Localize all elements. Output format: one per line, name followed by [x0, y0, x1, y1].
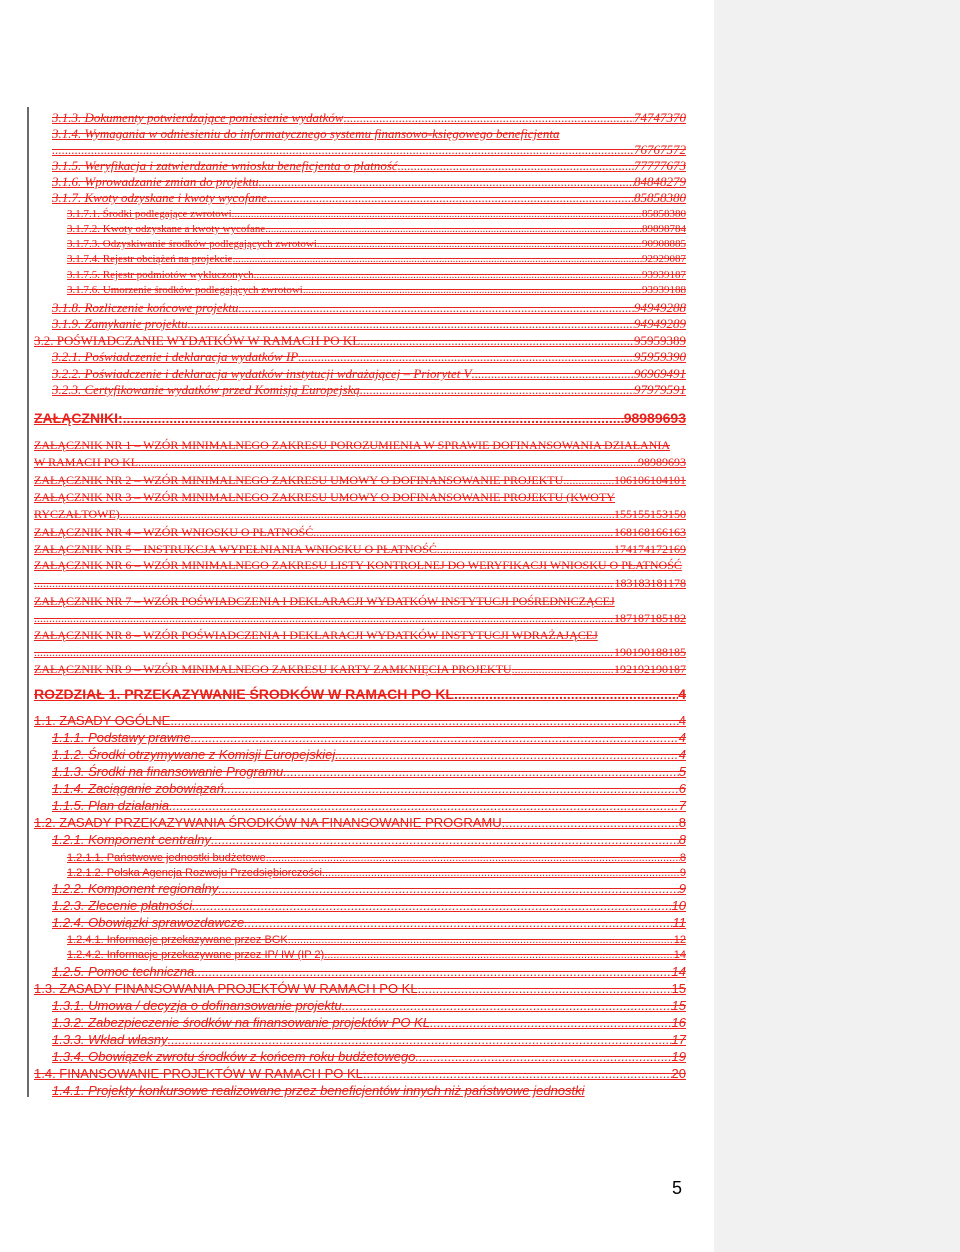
toc-entry[interactable] — [52, 1032, 686, 1048]
toc-entry-title: 3.2. POŚWIADCZANIE WYDATKÓW W RAMACH PO KL — [34, 333, 361, 348]
toc-entry[interactable] — [52, 764, 686, 780]
toc-entry[interactable] — [34, 815, 686, 831]
toc-entry[interactable] — [67, 948, 686, 962]
toc-entry[interactable] — [67, 252, 686, 266]
toc-dot-leader — [211, 832, 679, 848]
toc-entry[interactable] — [52, 142, 686, 158]
toc-entry-title: 3.2.3. Certyfikowanie wydatków przed Komisją Europejską — [52, 382, 360, 397]
toc-entry-page: 12 — [673, 934, 686, 946]
toc-entry-title: 3.1.5. Weryfikacja i zatwierdzanie wniosku beneficjenta o płatność — [52, 158, 398, 173]
toc-entry-page: 190190188185 — [614, 645, 686, 659]
toc-entry-title-line: ZAŁĄCZNIK NR 1 – WZÓR MINIMALNEGO ZAKRESU POROZUMIENIA W SPRAWIE DOFINANSOWANIA DZIAŁANIA — [34, 438, 671, 452]
toc-entry-page: 4 — [678, 686, 686, 702]
toc-entry[interactable] — [52, 881, 686, 897]
toc-dot-leader — [298, 349, 634, 365]
toc-entry-title-line: ZAŁĄCZNIK NR 7 – WZÓR POŚWIADCZENIA I DEKLARACJI WYDATKÓW INSTYTUCJI POŚREDNICZĄCEJ — [34, 594, 615, 608]
toc-entry-title-line: 3.1.4. Wymagania w odniesieniu do informatycznego systemu finansowo-księgowego beneficjenta — [52, 126, 560, 141]
toc-dot-leader — [415, 1049, 671, 1065]
toc-dot-leader — [34, 576, 614, 591]
toc-entry-title: 1.1.5. Plan działania — [52, 798, 170, 813]
toc-dot-leader — [34, 611, 614, 626]
toc-entry-title-line: ZAŁĄCZNIK NR 6 – WZÓR MINIMALNEGO ZAKRESU LISTY KONTROLNEJ DO WERYFIKACJI WNIOSKU O PŁATNOŚĆ — [34, 558, 682, 572]
toc-entry-page: 93939188 — [642, 284, 686, 296]
toc-entry-page: 95959390 — [634, 349, 686, 364]
toc-entry-title: 3.1.7.6. Umorzenie środków podlegających zwrotowi — [67, 284, 303, 296]
toc-dot-leader — [342, 998, 672, 1014]
toc-entry-page: 98989693 — [638, 455, 686, 469]
toc-dot-leader — [288, 933, 674, 947]
toc-dot-leader — [218, 881, 679, 897]
toc-entry-page: 20 — [671, 1066, 686, 1081]
toc-entry-page: 4 — [678, 713, 686, 728]
toc-dot-leader — [398, 158, 634, 174]
toc-entry-title-line: ZAŁĄCZNIK NR 3 – WZÓR MINIMALNEGO ZAKRESU UMOWY O DOFINANSOWANIE PROJEKTU (KWOTY — [34, 490, 615, 504]
toc-entry[interactable] — [34, 645, 686, 660]
toc-entry[interactable] — [34, 473, 686, 488]
toc-dot-leader — [34, 645, 614, 660]
toc-entry-title: 3.1.7.3. Odzyskiwanie środków podlegających zwrotowi — [67, 238, 317, 250]
toc-dot-leader — [123, 410, 624, 427]
toc-dot-leader — [120, 507, 614, 522]
page-number: 5 — [672, 1178, 683, 1198]
toc-entry[interactable] — [52, 316, 686, 332]
toc-entry-page: 14 — [673, 949, 686, 961]
toc-entry[interactable] — [67, 933, 686, 947]
toc-entry-title: RYCZAŁTOWE) — [34, 507, 120, 521]
toc-entry-page: 93939187 — [642, 269, 686, 281]
toc-entry-title: 3.1.7.5. Rejestr podmiotów wykluczonych — [67, 269, 254, 281]
toc-entry[interactable] — [52, 349, 686, 365]
toc-entry[interactable] — [52, 1049, 686, 1065]
toc-entry-title: 3.2.2. Poświadczenie i deklaracja wydatków instytucji wdrażającej – Priorytet V — [52, 366, 472, 381]
toc-entry-page: 187187185182 — [614, 611, 686, 625]
toc-entry-page: 4 — [678, 730, 686, 745]
toc-entry[interactable] — [67, 237, 686, 251]
toc-entry-title: ZAŁĄCZNIK NR 5 – INSTRUKCJA WYPEŁNIANIA WNIOSKU O PŁATNOŚĆ — [34, 542, 437, 556]
toc-entry-page: 96969491 — [634, 366, 686, 381]
toc-dot-leader — [437, 542, 614, 557]
toc-entry-title: 3.1.7. Kwoty odzyskane i kwoty wycofane — [52, 190, 268, 205]
comment-margin-panel — [714, 0, 960, 1252]
toc-entry-page: 183183181178 — [614, 576, 686, 590]
toc-entry-title: 3.1.3. Dokumenty potwierdzające poniesienie wydatków — [52, 110, 344, 125]
toc-entry-page: 19 — [671, 1049, 686, 1064]
toc-entry-page: 155155153150 — [614, 507, 686, 521]
toc-entry-title: 1.2.1.1. Państwowe jednostki budżetowe — [67, 852, 266, 864]
toc-entry-title: 1.1.3. Środki na finansowanie Programu — [52, 764, 284, 779]
toc-entry[interactable] — [52, 382, 686, 398]
toc-dot-leader — [360, 382, 634, 398]
toc-entry[interactable] — [34, 455, 686, 470]
toc-dot-leader — [232, 207, 642, 221]
toc-entry-title: 1.2.2. Komponent regionalny — [52, 881, 219, 896]
toc-entry[interactable] — [34, 611, 686, 626]
toc-entry-title: 3.1.9. Zamykanie projektu — [52, 316, 188, 331]
toc-entry[interactable] — [52, 366, 686, 382]
toc-entry-page: 90908885 — [642, 238, 686, 250]
toc-dot-leader — [283, 764, 679, 780]
toc-entry-title: 1.2.5. Pomoc techniczna — [52, 964, 195, 979]
toc-entry[interactable] — [34, 576, 686, 591]
toc-entry[interactable] — [67, 207, 686, 221]
toc-entry[interactable] — [34, 713, 686, 729]
toc-entry-title: 3.1.7.2. Kwoty odzyskane a kwoty wycofane — [67, 223, 266, 235]
toc-entry-page: 94949288 — [634, 300, 686, 315]
toc-entry-page: 17 — [671, 1032, 686, 1047]
toc-entry[interactable] — [34, 1066, 686, 1082]
toc-dot-leader — [168, 1032, 672, 1048]
toc-entry-title: 1.3.1. Umowa / decyzja o dofinansowanie projektu — [52, 998, 342, 1013]
toc-dot-leader — [266, 851, 680, 865]
toc-entry-page: 5 — [678, 764, 686, 779]
toc-entry-title: W RAMACH PO KL — [34, 455, 139, 469]
toc-entry[interactable] — [67, 866, 686, 880]
toc-dot-leader — [430, 1015, 672, 1031]
toc-entry-title: 3.1.6. Wprowadzanie zmian do projektu — [52, 174, 259, 189]
toc-entry[interactable] — [67, 851, 686, 865]
toc-entry-title: 1.4. FINANSOWANIE PROJEKTÓW W RAMACH PO KL — [34, 1066, 363, 1081]
toc-dot-leader — [259, 174, 634, 190]
toc-dot-leader — [239, 300, 634, 316]
toc-entry-title: 1.2.4.1. Informacje przekazywane przez BGK — [67, 934, 288, 946]
toc-entry[interactable] — [34, 507, 686, 522]
toc-entry-title: 1.2.4. Obowiązki sprawozdawcze — [52, 915, 245, 930]
toc-entry[interactable] — [34, 410, 686, 427]
toc-entry-page: 74747370 — [634, 110, 686, 125]
toc-entry-title: 1.2.1.2. Polska Agencja Rozwoju Przedsiębiorczości — [67, 867, 322, 879]
toc-entry-title: 1.2. ZASADY PRZEKAZYWANIA ŚRODKÓW NA FINANSOWANIE PROGRAMU — [34, 815, 502, 830]
toc-entry-title: 1.1.4. Zaciąganie zobowiązań — [52, 781, 225, 796]
toc-entry[interactable] — [52, 110, 686, 126]
toc-entry-page: 98989693 — [623, 410, 686, 426]
toc-entry-page: 95959389 — [634, 333, 686, 348]
toc-entry-page: 8 — [679, 852, 686, 864]
toc-dot-leader — [170, 713, 678, 729]
toc-entry-title: 1.1. ZASADY OGÓLNE — [34, 713, 171, 728]
toc-entry-page: 11 — [672, 915, 686, 930]
toc-dot-leader — [52, 142, 634, 158]
toc-entry-title: 1.1.2. Środki otrzymywane z Komisji Europejskiej — [52, 747, 336, 762]
toc-dot-leader — [244, 915, 672, 931]
toc-dot-leader — [317, 237, 642, 251]
toc-dot-leader — [454, 686, 678, 703]
toc-dot-leader — [313, 525, 614, 540]
toc-entry[interactable] — [52, 190, 686, 206]
toc-entry-page: 15 — [671, 998, 686, 1013]
toc-dot-leader — [194, 964, 671, 980]
toc-entry[interactable] — [67, 268, 686, 282]
toc-dot-leader — [192, 898, 671, 914]
toc-entry[interactable] — [52, 781, 686, 797]
toc-entry-title: ZAŁĄCZNIK NR 2 – WZÓR MINIMALNEGO ZAKRESU UMOWY O DOFINANSOWANIE PROJEKTU — [34, 473, 564, 487]
toc-entry-page: 106106104101 — [614, 473, 686, 487]
toc-dot-leader — [322, 866, 680, 880]
toc-entry-page: 6 — [678, 781, 686, 796]
toc-entry-title: 1.3.3. Wkład własny — [52, 1032, 168, 1047]
toc-entry-title: 1.1.1. Podstawy prawne — [52, 730, 191, 745]
toc-entry-page: 174174172169 — [614, 542, 686, 556]
toc-entry-title: 1.4.1. Projekty konkursowe realizowane przez beneficjentów innych niż państwowe jednostki — [52, 1083, 585, 1098]
toc-entry-page: 85858380 — [634, 190, 686, 205]
toc-entry[interactable] — [52, 998, 686, 1014]
toc-entry-title: 3.1.7.4. Rejestr obciążeń na projekcie — [67, 253, 233, 265]
toc-dot-leader — [233, 252, 642, 266]
toc-entry-page: 8 — [678, 832, 686, 847]
toc-dot-leader — [363, 1066, 672, 1082]
toc-entry[interactable] — [34, 333, 686, 349]
toc-entry-title: 3.1.8. Rozliczenie końcowe projektu — [52, 300, 239, 315]
toc-entry-page: 15 — [671, 981, 686, 996]
toc-entry[interactable] — [52, 832, 686, 848]
toc-entry-page: 89898784 — [642, 223, 686, 235]
toc-entry-page: 16 — [671, 1015, 686, 1030]
toc-entry-page: 168168166163 — [614, 525, 686, 539]
toc-entry-page: 84848279 — [634, 174, 686, 189]
toc-entry-title-line: ZAŁĄCZNIK NR 8 – WZÓR POŚWIADCZENIA I DEKLARACJI WYDATKÓW INSTYTUCJI WDRAŻAJĄCEJ — [34, 628, 598, 642]
toc-entry-title: 1.2.3. Zlecenie płatności — [52, 898, 193, 913]
toc-entry-title: 1.2.1. Komponent centralny — [52, 832, 211, 847]
toc-entry[interactable] — [52, 964, 686, 980]
toc-entry[interactable] — [34, 542, 686, 557]
toc-entry-page: 4 — [678, 747, 686, 762]
toc-entry[interactable] — [52, 300, 686, 316]
toc-entry-title: 1.3.4. Obowiązek zwrotu środków z końcem roku budżetowego — [52, 1049, 416, 1064]
toc-dot-leader — [324, 948, 674, 962]
toc-entry-page: 92929087 — [642, 253, 686, 265]
toc-dot-leader — [563, 473, 614, 488]
toc-entry-page: 9 — [678, 881, 686, 896]
toc-dot-leader — [502, 815, 679, 831]
toc-entry[interactable] — [52, 747, 686, 763]
toc-entry[interactable] — [67, 222, 686, 236]
toc-dot-leader — [267, 190, 634, 206]
toc-entry-title: ZAŁĄCZNIK NR 4 – WZÓR WNIOSKU O PŁATNOŚĆ — [34, 525, 314, 539]
toc-entry[interactable] — [52, 1083, 656, 1099]
toc-entry-page: 10 — [671, 898, 686, 913]
toc-entry[interactable] — [52, 798, 686, 814]
toc-dot-leader — [169, 798, 679, 814]
toc-entry[interactable] — [67, 283, 686, 297]
toc-entry-title: 3.2.1. Poświadczenie i deklaracja wydatków IP — [52, 349, 299, 364]
toc-entry-page: 14 — [671, 964, 686, 979]
toc-entry-title: 1.3.2. Zabezpieczenie środków na finansowanie projektów PO KL — [52, 1015, 430, 1030]
toc-dot-leader — [254, 268, 642, 282]
toc-entry[interactable] — [52, 1015, 686, 1031]
toc-entry-page: 85858380 — [642, 208, 686, 220]
toc-entry-page: 9 — [679, 867, 686, 879]
toc-entry[interactable] — [52, 158, 686, 174]
toc-dot-leader — [188, 316, 634, 332]
toc-entry-title: ZAŁĄCZNIKI: — [34, 410, 123, 426]
toc-dot-leader — [512, 662, 614, 677]
toc-entry-page: 7 — [678, 798, 686, 813]
toc-entry-title: 1.3. ZASADY FINANSOWANIA PROJEKTÓW W RAMACH PO KL — [34, 981, 418, 996]
toc-entry-page: 94949289 — [634, 316, 686, 331]
toc-dot-leader — [472, 366, 634, 382]
toc-entry-page: 76767572 — [634, 142, 686, 157]
toc-entry-page: 192192190187 — [614, 662, 686, 676]
toc-entry-title: ZAŁĄCZNIK NR 9 – WZÓR MINIMALNEGO ZAKRESU KARTY ZAMKNIĘCIA PROJEKTU — [34, 662, 512, 676]
toc-dot-leader — [344, 110, 634, 126]
toc-entry[interactable] — [34, 686, 686, 703]
toc-entry[interactable] — [52, 915, 686, 931]
toc-entry-page: 77777673 — [634, 158, 686, 173]
toc-dot-leader — [335, 747, 679, 763]
toc-entry-title: 1.2.4.2. Informacje przekazywane przez IP/ IW (IP 2) — [67, 949, 325, 961]
toc-entry[interactable] — [52, 730, 686, 746]
toc-dot-leader — [303, 283, 642, 297]
toc-dot-leader — [418, 981, 672, 997]
toc-dot-leader — [138, 455, 638, 470]
toc-entry-page: 8 — [678, 815, 686, 830]
toc-entry[interactable] — [34, 662, 686, 677]
toc-dot-leader — [191, 730, 679, 746]
toc-entry[interactable] — [52, 174, 686, 190]
toc-entry-page: 97979591 — [634, 382, 686, 397]
toc-dot-leader — [265, 222, 642, 236]
toc-entry[interactable] — [34, 981, 686, 997]
toc-entry[interactable] — [52, 898, 686, 914]
toc-dot-leader — [224, 781, 679, 797]
toc-entry[interactable] — [34, 525, 686, 540]
toc-entry-title: ROZDZIAŁ 1. PRZEKAZYWANIE ŚRODKÓW W RAMACH PO KL — [34, 686, 454, 702]
toc-dot-leader — [360, 333, 634, 349]
toc-entry-title: 3.1.7.1. Środki podlegające zwrotowi — [67, 208, 232, 220]
